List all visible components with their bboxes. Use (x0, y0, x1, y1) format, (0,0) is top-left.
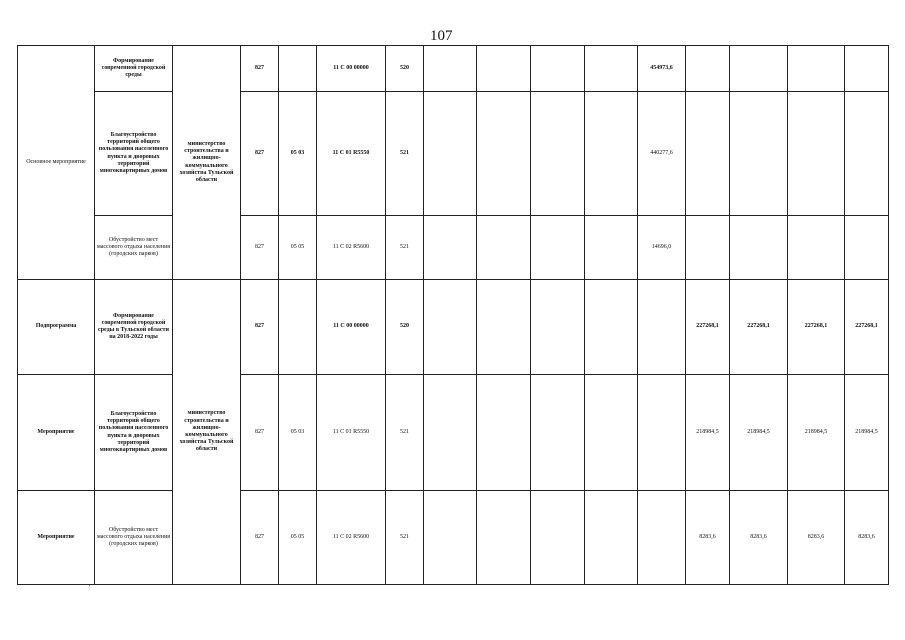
budget-table (17, 45, 889, 585)
value-cell (686, 46, 730, 92)
value-cell (531, 216, 585, 280)
csr-cell: 11 С 02 R5600 (317, 491, 386, 585)
value-cell (788, 216, 845, 280)
value-cell (477, 46, 531, 92)
csr-cell: 11 С 01 R5550 (317, 92, 386, 216)
level-cell: Основное мероприятие (18, 46, 95, 280)
value-cell: 227268,1 (686, 280, 730, 375)
vr-cell: 521 (386, 491, 424, 585)
name-cell: Формирование современной городской среды в Тульской области на 2018-2022 годы (95, 280, 173, 375)
value-cell (477, 216, 531, 280)
vr-cell: 521 (386, 375, 424, 491)
value-cell (638, 375, 686, 491)
table-row (18, 46, 889, 92)
value-cell (686, 216, 730, 280)
value-cell (585, 375, 638, 491)
name-cell: Благоустройство территорий общего пользования населенного пункта и дворовых территорий многоквартирных домов (95, 375, 173, 491)
executor-cell: министерство строительства и жилищно-коммунального хозяйства Тульской области (173, 46, 241, 280)
rzpr-cell: 05 03 (279, 375, 317, 491)
value-cell (686, 92, 730, 216)
table-row (18, 491, 889, 585)
grbs-cell: 827 (241, 280, 279, 375)
value-cell (845, 92, 889, 216)
table-row (18, 92, 889, 216)
rzpr-cell: 05 03 (279, 92, 317, 216)
value-cell (845, 216, 889, 280)
csr-cell: 11 С 00 00000 (317, 280, 386, 375)
level-cell: Мероприятие (18, 375, 95, 491)
grbs-cell: 827 (241, 216, 279, 280)
value-cell: 227268,1 (845, 280, 889, 375)
rzpr-cell (279, 280, 317, 375)
name-cell: Обустройство мест массового отдыха населения (городских парков) (95, 491, 173, 585)
rzpr-cell: 05 05 (279, 216, 317, 280)
value-cell (424, 491, 477, 585)
footer-mark: ' (89, 585, 91, 591)
value-cell (477, 491, 531, 585)
value-cell: 8283,6 (730, 491, 788, 585)
value-cell (788, 92, 845, 216)
value-cell (730, 216, 788, 280)
name-cell: Формирование современной городской среды (95, 46, 173, 92)
grbs-cell: 827 (241, 92, 279, 216)
value-cell (585, 216, 638, 280)
value-cell (585, 491, 638, 585)
value-cell: 8283,6 (686, 491, 730, 585)
value-cell (638, 280, 686, 375)
level-cell: Мероприятие (18, 491, 95, 585)
page-number: 107 (430, 28, 453, 44)
value-cell (424, 92, 477, 216)
executor-cell: министерство строительства и жилищно-коммунального хозяйства Тульской области (173, 280, 241, 585)
value-cell (585, 280, 638, 375)
value-cell (585, 46, 638, 92)
value-cell: 227268,1 (730, 280, 788, 375)
value-cell (585, 92, 638, 216)
grbs-cell: 827 (241, 375, 279, 491)
value-cell (424, 280, 477, 375)
value-cell (531, 92, 585, 216)
name-cell: Благоустройство территорий общего пользования населенного пункта и дворовых территорий многоквартирных домов (95, 92, 173, 216)
value-cell (477, 92, 531, 216)
name-cell: Обустройство мест массового отдыха населения (городских парков) (95, 216, 173, 280)
vr-cell: 520 (386, 280, 424, 375)
value-cell (477, 375, 531, 491)
value-cell (531, 280, 585, 375)
grbs-cell: 827 (241, 46, 279, 92)
value-cell (424, 216, 477, 280)
value-cell: 14696,0 (638, 216, 686, 280)
value-cell: 218984,5 (686, 375, 730, 491)
value-cell (638, 491, 686, 585)
value-cell: 454973,6 (638, 46, 686, 92)
vr-cell: 521 (386, 216, 424, 280)
value-cell (424, 46, 477, 92)
value-cell (531, 46, 585, 92)
value-cell: 218984,5 (730, 375, 788, 491)
csr-cell: 11 С 01 R5550 (317, 375, 386, 491)
value-cell: 218984,5 (845, 375, 889, 491)
vr-cell: 520 (386, 46, 424, 92)
value-cell (730, 46, 788, 92)
value-cell (730, 92, 788, 216)
value-cell (531, 375, 585, 491)
value-cell: 227268,1 (788, 280, 845, 375)
value-cell (424, 375, 477, 491)
rzpr-cell (279, 46, 317, 92)
value-cell: 8283,6 (788, 491, 845, 585)
csr-cell: 11 С 00 00000 (317, 46, 386, 92)
grbs-cell: 827 (241, 491, 279, 585)
table-row (18, 280, 889, 375)
value-cell: 218984,5 (788, 375, 845, 491)
table-row (18, 216, 889, 280)
value-cell (477, 280, 531, 375)
value-cell (531, 491, 585, 585)
rzpr-cell: 05 05 (279, 491, 317, 585)
value-cell: 440277,6 (638, 92, 686, 216)
csr-cell: 11 С 02 R5600 (317, 216, 386, 280)
vr-cell: 521 (386, 92, 424, 216)
value-cell (788, 46, 845, 92)
table-row (18, 375, 889, 491)
value-cell: 8283,6 (845, 491, 889, 585)
level-cell: Подпрограмма (18, 280, 95, 375)
value-cell (845, 46, 889, 92)
